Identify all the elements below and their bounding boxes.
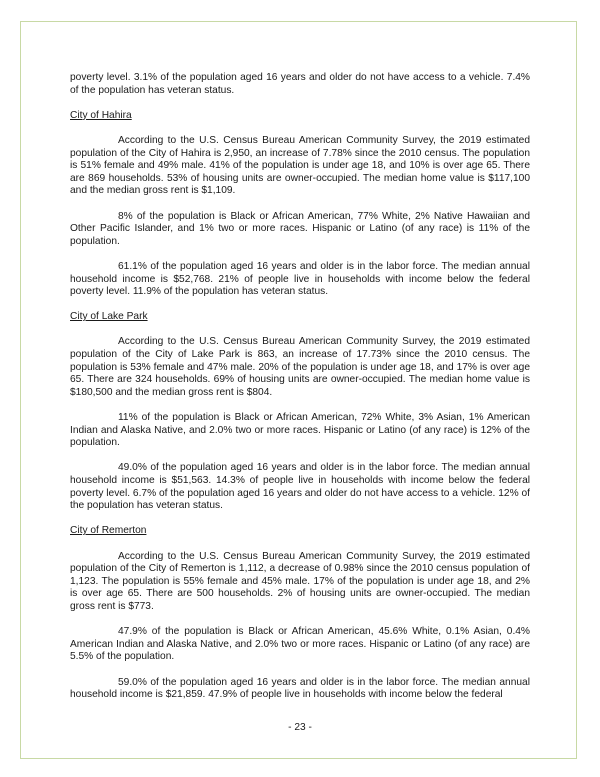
remerton-paragraph-1: According to the U.S. Census Bureau American Community Survey, the 2019 estimated population of the City of Remerton is 1,112, a decrease of 0.98% since the 2010 census population of 1,123. The population is 55% female and 45% male. 17% of the population is under age 18, and 2% is over age 65. There are 500 households. 2% of housing units are owner-occupied. The median gross rent is $773.	[70, 550, 530, 612]
hahira-paragraph-3: 61.1% of the population aged 16 years and older is in the labor force. The median annual household income is $52,768. 21% of people live in households with income below the federal poverty level. 11.9% of the population has veteran status.	[70, 260, 530, 298]
page-number: - 23 -	[288, 722, 312, 733]
lake-park-paragraph-3: 49.0% of the population aged 16 years and older is in the labor force. The median annual household income is $51,563. 14.3% of people live in households with income below the federal poverty level. 6.7% of the population aged 16 years and older do not have access to a vehicle. 12% of the population has veteran status.	[70, 462, 530, 512]
document-body	[70, 72, 530, 714]
hahira-paragraph-1: According to the U.S. Census Bureau American Community Survey, the 2019 estimated population of the City of Hahira is 2,950, an increase of 7.78% since the 2010 census. The population is 51% female and 49% male. 41% of the population is under age 18, and 10% is over age 65. There are 869 households. 53% of housing units are owner-occupied. The median home value is $117,100 and the median gross rent is $1,109.	[70, 134, 530, 197]
section-heading-hahira: City of Hahira	[70, 109, 132, 121]
lake-park-paragraph-2: 11% of the population is Black or African American, 72% White, 3% Asian, 1% American Indian and Alaska Native, and 2.0% two or more races. Hispanic or Latino (of any race) is 12% of the population.	[70, 412, 530, 449]
intro-paragraph: poverty level. 3.1% of the population aged 16 years and older do not have access to a vehicle. 7.4% of the population has veteran status.	[70, 72, 530, 96]
remerton-paragraph-3: 59.0% of the population aged 16 years and older is in the labor force. The median annual household income is $21,859. 47.9% of people live in households with income below the federal	[70, 676, 530, 701]
section-heading-lake-park: City of Lake Park	[70, 311, 148, 323]
hahira-paragraph-2: 8% of the population is Black or African American, 77% White, 2% Native Hawaiian and Other Pacific Islander, and 1% two or more races. Hispanic or Latino (of any race) is 11% of the population.	[70, 210, 530, 247]
section-heading-remerton: City of Remerton	[70, 525, 147, 537]
remerton-paragraph-2: 47.9% of the population is Black or African American, 45.6% White, 0.1% Asian, 0.4% American Indian and Alaska Native, and 2.0% two or more races. Hispanic or Latino (of any race) are 5.5% of the population.	[70, 626, 530, 663]
lake-park-paragraph-1: According to the U.S. Census Bureau American Community Survey, the 2019 estimated population of the City of Lake Park is 863, an increase of 17.73% since the 2010 census. The population is 53% female and 47% male. 20% of the population is under age 18, and 17% is over age 65. There are 324 households. 69% of housing units are owner-occupied. The median home value is $180,500 and the median gross rent is $804.	[70, 336, 530, 398]
